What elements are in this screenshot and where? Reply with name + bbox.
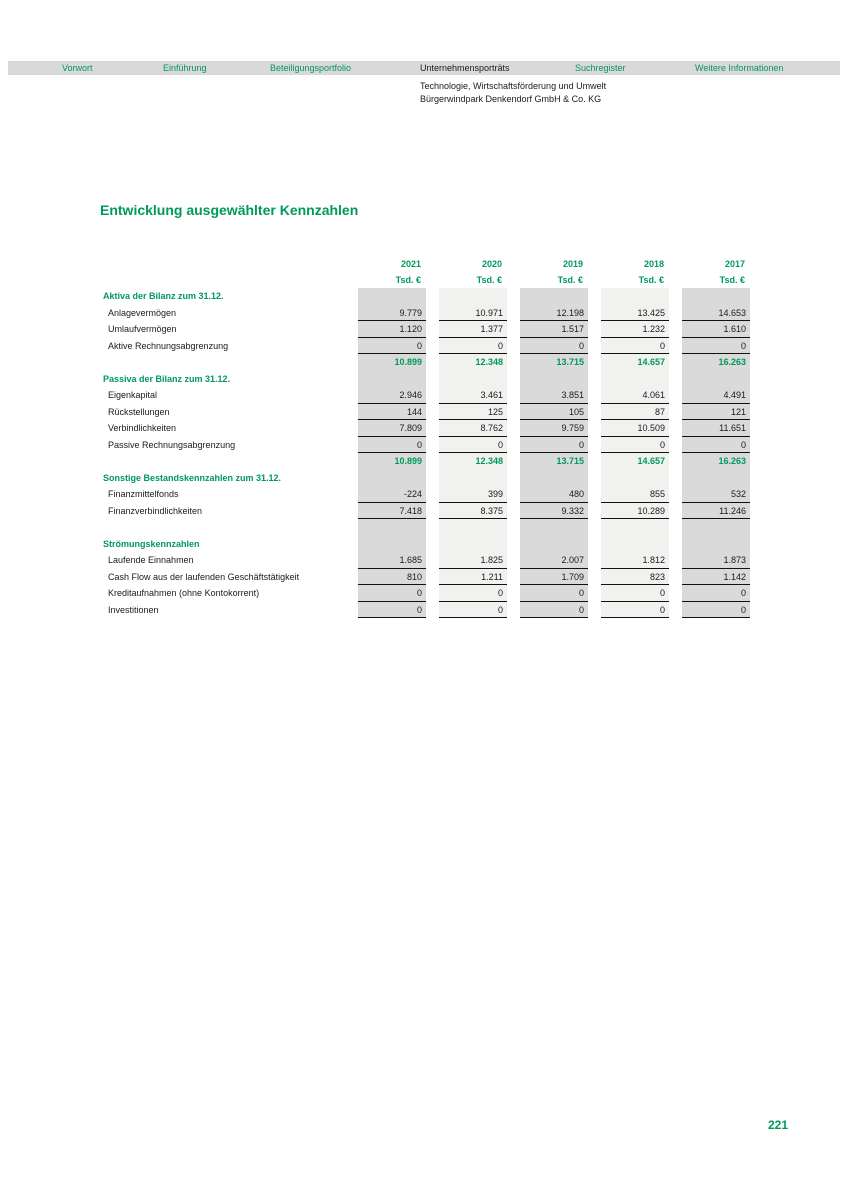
total-2017: 16.263 — [682, 453, 750, 470]
cell-empty — [439, 288, 507, 305]
page-header — [420, 80, 606, 106]
value-2018: 0 — [601, 338, 669, 355]
value-2021: 0 — [358, 338, 426, 355]
page-title: Entwicklung ausgewählter Kennzahlen — [100, 202, 359, 218]
value-2019: 105 — [520, 404, 588, 421]
table-header-units — [100, 272, 750, 288]
value-2018: 10.509 — [601, 420, 669, 437]
table-row — [100, 305, 750, 322]
header-spacer — [100, 256, 345, 272]
row-label — [100, 519, 345, 536]
year-header-2017: 2017 — [724, 259, 745, 269]
value-2017: 0 — [682, 338, 750, 355]
value-2021: 0 — [358, 602, 426, 619]
cell-empty — [520, 371, 588, 388]
section-row — [100, 371, 750, 388]
cell-empty — [358, 519, 426, 536]
total-row — [100, 453, 750, 470]
cell-empty — [358, 371, 426, 388]
section-label: Strömungskennzahlen — [103, 538, 200, 549]
row-label: Anlagevermögen — [108, 307, 177, 318]
cell-empty — [439, 519, 507, 536]
value-2019: 12.198 — [520, 305, 588, 322]
cell-empty — [601, 536, 669, 553]
value-2021: 7.809 — [358, 420, 426, 437]
row-label: Verbindlichkeiten — [108, 423, 177, 433]
nav-item-einfuehrung[interactable]: Einführung — [163, 63, 207, 73]
section-label: Passiva der Bilanz zum 31.12. — [103, 373, 231, 384]
value-2017: 11.246 — [682, 503, 750, 520]
unit-header: Tsd. € — [719, 275, 745, 285]
unit-header: Tsd. € — [638, 275, 664, 285]
value-2018: 0 — [601, 602, 669, 619]
row-label: Finanzmittelfonds — [108, 489, 179, 499]
nav-item-vorwort[interactable]: Vorwort — [62, 63, 93, 73]
cell-empty — [439, 470, 507, 487]
value-2017: 121 — [682, 404, 750, 421]
value-2017: 1.873 — [682, 552, 750, 569]
unit-header: Tsd. € — [476, 275, 502, 285]
value-2019: 0 — [520, 602, 588, 619]
table-row — [100, 569, 750, 586]
total-2020: 12.348 — [439, 453, 507, 470]
year-header-2020: 2020 — [481, 259, 502, 269]
total-2017: 16.263 — [682, 354, 750, 371]
value-2018: 0 — [601, 585, 669, 602]
value-2019: 9.332 — [520, 503, 588, 520]
value-2020: 0 — [439, 437, 507, 454]
cell-empty — [601, 371, 669, 388]
section-label: Sonstige Bestandskennzahlen zum 31.12. — [103, 472, 282, 483]
value-2018: 1.232 — [601, 321, 669, 338]
value-2018: 87 — [601, 404, 669, 421]
value-2021: 2.946 — [358, 387, 426, 404]
value-2017: 4.491 — [682, 387, 750, 404]
value-2019: 9.759 — [520, 420, 588, 437]
row-label: Finanzverbindlichkeiten — [108, 505, 203, 516]
value-2018: 855 — [601, 486, 669, 503]
year-header-2021: 2021 — [400, 259, 421, 269]
table-row — [100, 552, 750, 569]
value-2017: 14.653 — [682, 305, 750, 322]
cell-empty — [439, 536, 507, 553]
value-2017: 1.142 — [682, 569, 750, 586]
value-2020: 399 — [439, 486, 507, 503]
value-2019: 2.007 — [520, 552, 588, 569]
value-2021: 9.779 — [358, 305, 426, 322]
cell-empty — [520, 536, 588, 553]
total-2018: 14.657 — [601, 453, 669, 470]
value-2021: 810 — [358, 569, 426, 586]
row-label: Laufende Einnahmen — [108, 555, 194, 565]
row-label: Investitionen — [108, 604, 159, 615]
total-2021: 10.899 — [358, 453, 426, 470]
row-label: Passive Rechnungsabgrenzung — [108, 439, 236, 450]
year-header-2018: 2018 — [643, 259, 664, 269]
cell-empty — [682, 371, 750, 388]
page-number: 221 — [767, 1118, 788, 1132]
section-row — [100, 536, 750, 553]
value-2020: 1.211 — [439, 569, 507, 586]
cell-empty — [601, 288, 669, 305]
cell-empty — [358, 288, 426, 305]
value-2021: 1.120 — [358, 321, 426, 338]
cell-empty — [439, 371, 507, 388]
value-2018: 823 — [601, 569, 669, 586]
table-header-years — [100, 256, 750, 272]
value-2019: 480 — [520, 486, 588, 503]
header-company: Bürgerwindpark Denkendorf GmbH & Co. KG — [420, 94, 602, 104]
row-label: Cash Flow aus der laufenden Geschäftstätigkeit — [108, 571, 300, 582]
year-header-2019: 2019 — [562, 259, 583, 269]
cell-empty — [520, 470, 588, 487]
row-label: Aktive Rechnungsabgrenzung — [108, 340, 229, 351]
value-2019: 0 — [520, 338, 588, 355]
cell-empty — [601, 519, 669, 536]
value-2018: 1.812 — [601, 552, 669, 569]
value-2020: 8.375 — [439, 503, 507, 520]
value-2017: 0 — [682, 602, 750, 619]
cell-empty — [682, 519, 750, 536]
value-2017: 11.651 — [682, 420, 750, 437]
total-2019: 13.715 — [520, 453, 588, 470]
row-label — [100, 453, 345, 470]
value-2019: 0 — [520, 437, 588, 454]
row-label: Eigenkapital — [108, 390, 158, 400]
cell-empty — [601, 470, 669, 487]
table-row — [100, 387, 750, 404]
key-figures-table — [100, 256, 750, 618]
top-navigation — [8, 61, 840, 75]
unit-header: Tsd. € — [557, 275, 583, 285]
section-row — [100, 470, 750, 487]
row-label: Umlaufvermögen — [108, 324, 177, 334]
nav-item-unternehmensportraets[interactable]: Unternehmensporträts — [420, 63, 510, 73]
table-row — [100, 585, 750, 602]
value-2021: -224 — [358, 486, 426, 503]
value-2020: 0 — [439, 602, 507, 619]
nav-item-suchregister[interactable]: Suchregister — [575, 63, 626, 73]
value-2019: 1.709 — [520, 569, 588, 586]
value-2020: 1.377 — [439, 321, 507, 338]
value-2020: 125 — [439, 404, 507, 421]
section-row — [100, 288, 750, 305]
value-2017: 532 — [682, 486, 750, 503]
value-2017: 0 — [682, 437, 750, 454]
row-label — [100, 354, 345, 371]
cell-empty — [682, 288, 750, 305]
value-2019: 3.851 — [520, 387, 588, 404]
row-label: Kreditaufnahmen (ohne Kontokorrent) — [108, 588, 260, 598]
total-row — [100, 354, 750, 371]
value-2019: 0 — [520, 585, 588, 602]
value-2021: 0 — [358, 437, 426, 454]
nav-item-weitere-informationen[interactable]: Weitere Informationen — [695, 63, 784, 73]
value-2021: 7.418 — [358, 503, 426, 520]
total-2021: 10.899 — [358, 354, 426, 371]
cell-empty — [358, 536, 426, 553]
table-row — [100, 420, 750, 437]
unit-header: Tsd. € — [395, 275, 421, 285]
value-2021: 144 — [358, 404, 426, 421]
table-row — [100, 486, 750, 503]
table-row — [100, 602, 750, 619]
table-row — [100, 321, 750, 338]
value-2020: 0 — [439, 338, 507, 355]
cell-empty — [682, 470, 750, 487]
value-2019: 1.517 — [520, 321, 588, 338]
value-2020: 1.825 — [439, 552, 507, 569]
value-2018: 10.289 — [601, 503, 669, 520]
value-2018: 13.425 — [601, 305, 669, 322]
header-spacer — [100, 272, 345, 288]
value-2020: 8.762 — [439, 420, 507, 437]
table-row — [100, 404, 750, 421]
value-2018: 4.061 — [601, 387, 669, 404]
cell-empty — [682, 536, 750, 553]
table-row — [100, 503, 750, 520]
value-2018: 0 — [601, 437, 669, 454]
table-row — [100, 437, 750, 454]
value-2020: 10.971 — [439, 305, 507, 322]
value-2017: 0 — [682, 585, 750, 602]
value-2020: 0 — [439, 585, 507, 602]
cell-empty — [520, 288, 588, 305]
value-2021: 1.685 — [358, 552, 426, 569]
section-label: Aktiva der Bilanz zum 31.12. — [103, 291, 224, 301]
total-2020: 12.348 — [439, 354, 507, 371]
spacer-row — [100, 519, 750, 536]
row-label: Rückstellungen — [108, 406, 170, 417]
value-2021: 0 — [358, 585, 426, 602]
value-2020: 3.461 — [439, 387, 507, 404]
nav-item-beteiligungsportfolio[interactable]: Beteiligungsportfolio — [270, 63, 352, 73]
value-2017: 1.610 — [682, 321, 750, 338]
cell-empty — [520, 519, 588, 536]
cell-empty — [358, 470, 426, 487]
table-row — [100, 338, 750, 355]
total-2018: 14.657 — [601, 354, 669, 371]
header-category: Technologie, Wirtschaftsförderung und Umwelt — [420, 81, 607, 91]
total-2019: 13.715 — [520, 354, 588, 371]
